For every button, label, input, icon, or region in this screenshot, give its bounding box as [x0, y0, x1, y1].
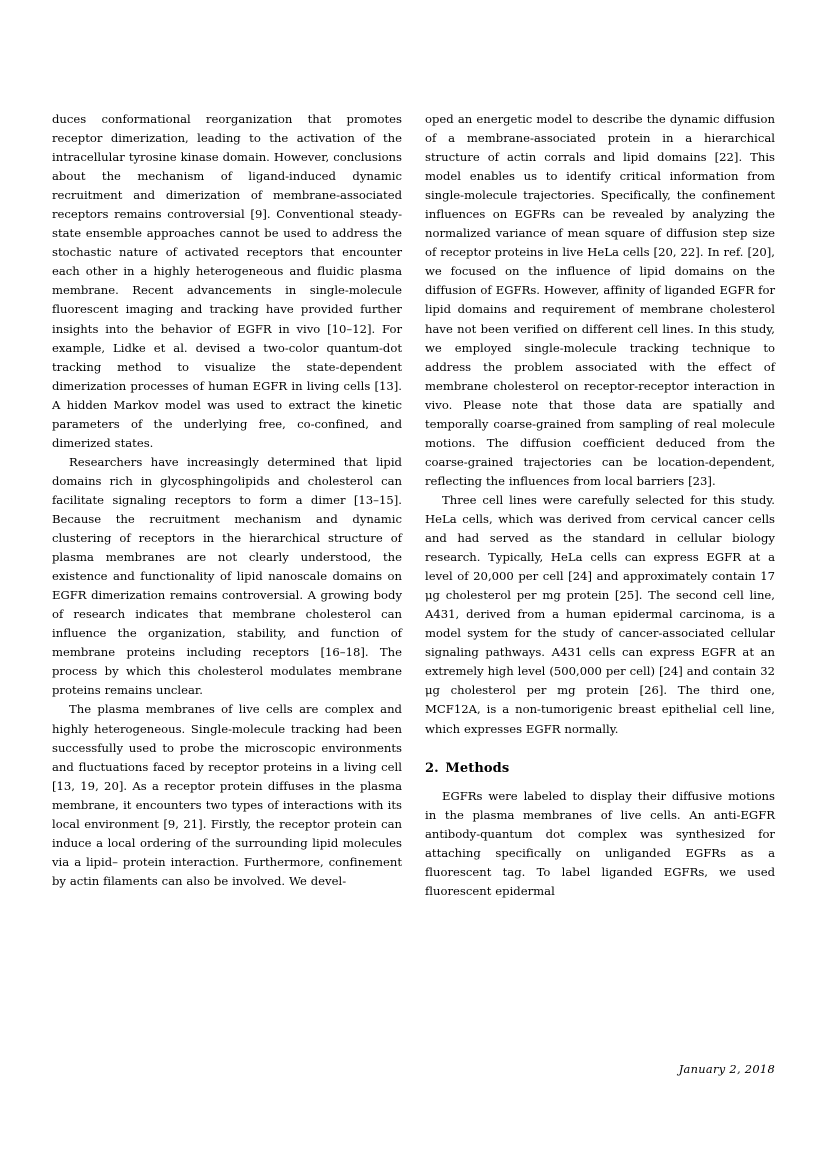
right-column [425, 110, 775, 1035]
paragraph-energetic-model: oped an energetic model to describe the dynamic diffusion of a membrane-associated protein in a hierarchical structure of actin corrals and lipid domains [22]. This model enables us to identify critical information from single-molecule trajectories. Specifically, the confinement influences on EGFRs can be revealed by analyzing the normalized variance of mean square of diffusion step size of receptor proteins in live HeLa cells [20, 22]. In ref. [20], we focused on the influence of lipid domains on the diffusion of EGFRs. However, affinity of liganded EGFR for lipid domains and requirement of membrane cholesterol have not been verified on different cell lines. In this study, we employed single-molecule tracking technique to address the problem associated with the effect of membrane cholesterol on receptor-receptor interaction in vivo. Please note that those data are spatially and temporally coarse-grained from sampling of real molecule motions. The diffusion coefficient deduced from the coarse-grained trajectories can be location-dependent, reflecting the influences from local barriers [23]. [425, 112, 775, 488]
paragraph-methods-labeling: EGFRs were labeled to display their diffusive motions in the plasma membranes of live cells. An anti-EGFR antibody-quantum dot complex was synthesized for attaching specifically on unliganded EGFRs as a fluorescent tag. To label liganded EGFRs, we used fluorescent epidermal [425, 788, 775, 898]
heading-spacer-bottom [425, 778, 775, 787]
paragraph-plasma-membranes: The plasma membranes of live cells are complex and highly heterogeneous. Single-molecule tracking had been successfully used to probe the microscopic environments and fluctuations faced by receptor proteins in a living cell [13, 19, 20]. As a receptor protein diffuses in the plasma membrane, it encounters two types of interactions with its local environment [9, 21]. Firstly, the receptor protein can induce a local ordering of the surrounding lipid molecules via a lipid– protein interaction. Furthermore, confinement by actin filaments can also be involved. We devel- [52, 702, 402, 888]
footer-date: January 2, 2018 [678, 1062, 775, 1076]
paragraph-three-cell-lines: Three cell lines were carefully selected for this study. HeLa cells, which was derived from cervical cancer cells and had served as the standard in cellular biology research. Typically, HeLa cells can express EGFR at a level of 20,000 per cell [24] and approximately contain 17 μg cholesterol per mg protein [25]. The second cell line, A431, derived from a human epidermal carcinoma, is a model system for the study of cancer-associated cellular signaling pathways. A431 cells can express EGFR at an extremely high level (500,000 per cell) [24] and contain 32 μg cholesterol per mg protein [26]. The third one, MCF12A, is a non-tumorigenic breast epithelial cell line, which expresses EGFR normally. [425, 492, 775, 736]
paragraph-lipid-domains: Researchers have increasingly determined that lipid domains rich in glycosphingolipids and cholesterol can facilitate signaling receptors to form a dimer [13–15]. Because the recruitment mechanism and dynamic clustering of receptors in the hierarchical structure of plasma membranes are not clearly understood, the existence and functionality of lipid nanoscale domains on EGFR dimerization remains controversial. A growing body of research indicates that membrane cholesterol can influence the organization, stability, and function of membrane proteins including receptors [16–18]. The process by which this cholesterol modulates membrane proteins remains unclear. [52, 454, 402, 698]
section-heading-methods: 2. Methods [425, 760, 510, 776]
heading-spacer-top [425, 739, 775, 759]
left-column [52, 110, 402, 1035]
paragraph-continuation-egfr-dimerization: duces conformational reorganization that promotes receptor dimerization, leading to the activation of the intracellular tyrosine kinase domain. However, conclusions about the mechanism of ligand-induced dynamic recruitment and dimerization of membrane-associated receptors remains controversial [9]. Conventional steady-state ensemble approaches cannot be used to address the stochastic nature of activated receptors that encounter each other in a highly heterogeneous and fluidic plasma membrane. Recent advancements in single-molecule fluorescent imaging and tracking have provided further insights into the behavior of EGFR in vivo [10–12]. For example, Lidke et al. devised a two-color quantum-dot tracking method to visualize the state-dependent dimerization processes of human EGFR in living cells [13]. A hidden Markov model was used to extract the kinetic parameters of the underlying free, co-confined, and dimerized states. [52, 112, 402, 450]
article-body [52, 110, 775, 1035]
